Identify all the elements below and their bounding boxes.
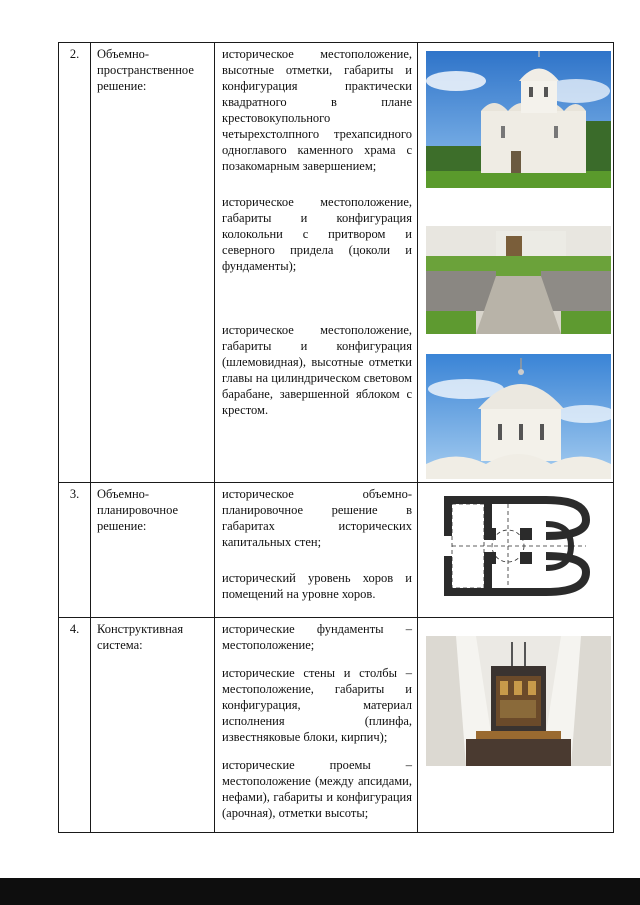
row-name-text: Объемно- планировочное решение: xyxy=(97,487,179,533)
row-description xyxy=(215,483,418,618)
row-images xyxy=(418,43,614,483)
row-name xyxy=(91,43,215,483)
table-row xyxy=(59,483,614,618)
row-name-text: Объемно- пространственное решение: xyxy=(97,47,194,93)
row-number: 2. xyxy=(59,43,91,483)
desc-paragraph: исторические фундаменты – местоположение; xyxy=(222,622,412,652)
row-number: 4. xyxy=(59,618,91,833)
row-images xyxy=(418,618,614,833)
object-features-table xyxy=(58,42,614,833)
desc-paragraph: историческое местоположение, габариты и конфигурация колокольни с притвором и северного придела (цоколи и фундаменты); xyxy=(222,195,412,273)
desc-paragraph: историческое местоположение, высотные отметки, габариты и конфигурация практически квадратного в плане крестовокупольного четырехстолпного трехапсидного одноглавого каменного храма с позакомарным завершением; xyxy=(222,47,412,173)
desc-paragraph: исторический уровень хоров и помещений на уровне хоров. xyxy=(222,571,412,601)
row-name-text: Конструктивная система: xyxy=(97,622,184,652)
row-number: 3. xyxy=(59,483,91,618)
row-description xyxy=(215,618,418,833)
floor-plan-drawing xyxy=(436,490,596,602)
row-name xyxy=(91,618,215,833)
desc-paragraph: исторические стены и столбы – местоположение, габариты и конфигурация, материал исполнения (плинфа, известняковые блоки, кирпич); xyxy=(222,666,412,744)
row-images xyxy=(418,483,614,618)
row-name xyxy=(91,483,215,618)
desc-paragraph: историческое местоположение, габариты и конфигурация (шлемовидная), высотные отметки главы на цилиндрическом световом барабане, завершенной яблоком с крестом. xyxy=(222,323,412,417)
desc-paragraph: историческое объемно-планировочное решение в габаритах исторических капитальных стен; xyxy=(222,487,412,549)
foundations-photo xyxy=(426,226,611,334)
interior-photo xyxy=(426,636,611,766)
page-bottom-strip xyxy=(0,878,640,905)
table-row xyxy=(59,618,614,833)
dome-photo xyxy=(426,354,611,479)
row-description xyxy=(215,43,418,483)
church-exterior-photo xyxy=(426,51,611,188)
table-row xyxy=(59,43,614,483)
desc-paragraph: исторические проемы – местоположение (между апсидами, нефами), габариты и конфигурация (арочная), отметки высоты; xyxy=(222,758,412,820)
